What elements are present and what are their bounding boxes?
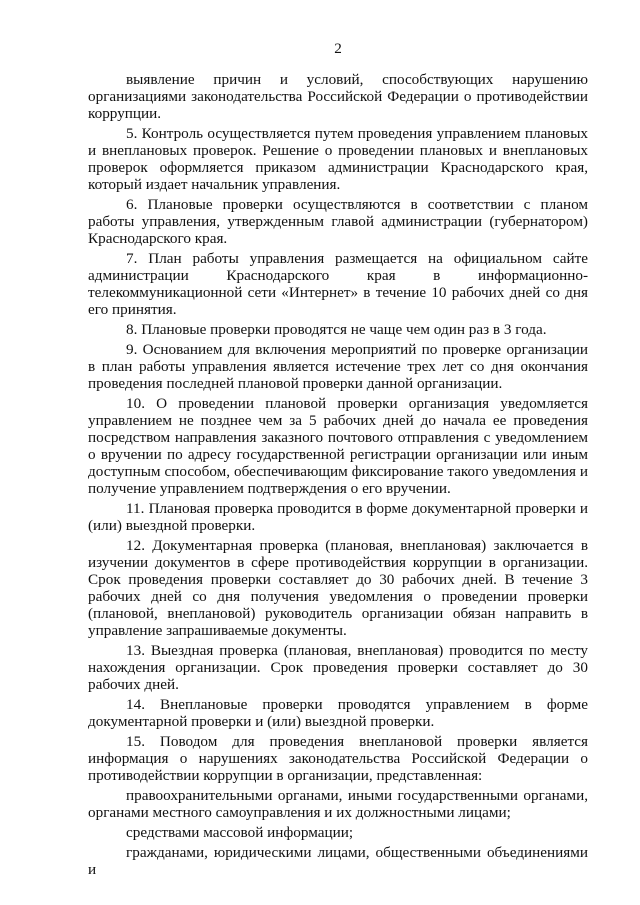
paragraph-7: 7. План работы управления размещается на официальном сайте администрации Краснодарского края в информационно-телекоммуникационной сети «Интернет» в течение 10 рабочих дней со дня его принятия. (88, 250, 588, 318)
paragraph-9: 9. Основанием для включения мероприятий по проверке организации в план работы управления является истечение трех лет со дня окончания проведения последней плановой проверки данной организации. (88, 341, 588, 392)
paragraph-13: 13. Выездная проверка (плановая, внеплановая) проводится по месту нахождения организации. Срок проведения проверки составляет до 30 рабочих дней. (88, 642, 588, 693)
paragraph-5: 5. Контроль осуществляется путем проведения управлением плановых и внеплановых проверок. Решение о проведении плановых и внеплановых проверок оформляется приказом администрации Краснодарского края, который издает начальник управления. (88, 125, 588, 193)
page-number: 2 (334, 40, 342, 57)
paragraph-11: 11. Плановая проверка проводится в форме документарной проверки и (или) выездной проверки. (88, 500, 588, 534)
paragraph-14: 14. Внеплановые проверки проводятся управлением в форме документарной проверки и (или) выездной проверки. (88, 696, 588, 730)
paragraph-continuation: выявление причин и условий, способствующих нарушению организациями законодательства Российской Федерации о противодействии коррупции. (88, 71, 588, 122)
list-item-citizens: гражданами, юридическими лицами, общественными объединениями и (88, 844, 588, 878)
document-body (88, 71, 588, 878)
paragraph-15: 15. Поводом для проведения внеплановой проверки является информация о нарушениях законодательства Российской Федерации о противодействии коррупции в организации, представленная: (88, 733, 588, 784)
paragraph-10: 10. О проведении плановой проверки организация уведомляется управлением не позднее чем за 5 рабочих дней до начала ее проведения посредством направления заказного почтового отправления с уведомлением о вручении по адресу государственной регистрации организации или иным доступным способом, обеспечивающим фиксирование такого уведомления и получение управлением подтверждения о его вручении. (88, 395, 588, 497)
paragraph-6: 6. Плановые проверки осуществляются в соответствии с планом работы управления, утвержденным главой администрации (губернатором) Краснодарского края. (88, 196, 588, 247)
list-item-mass-media: средствами массовой информации; (126, 824, 354, 841)
paragraph-12: 12. Документарная проверка (плановая, внеплановая) заключается в изучении документов в сфере противодействия коррупции в организации. Срок проведения проверки составляет до 30 рабочих дней. В течение 3 рабочих дней со дня получения уведомления о проведении проверки (плановой, внеплановой) руководитель организации обязан направить в управление запрашиваемые документы. (88, 537, 588, 639)
list-item-law-enforcement: правоохранительными органами, иными государственными органами, органами местного самоуправления и их должностными лицами; (88, 787, 588, 821)
paragraph-8: 8. Плановые проверки проводятся не чаще чем один раз в 3 года. (126, 321, 547, 338)
